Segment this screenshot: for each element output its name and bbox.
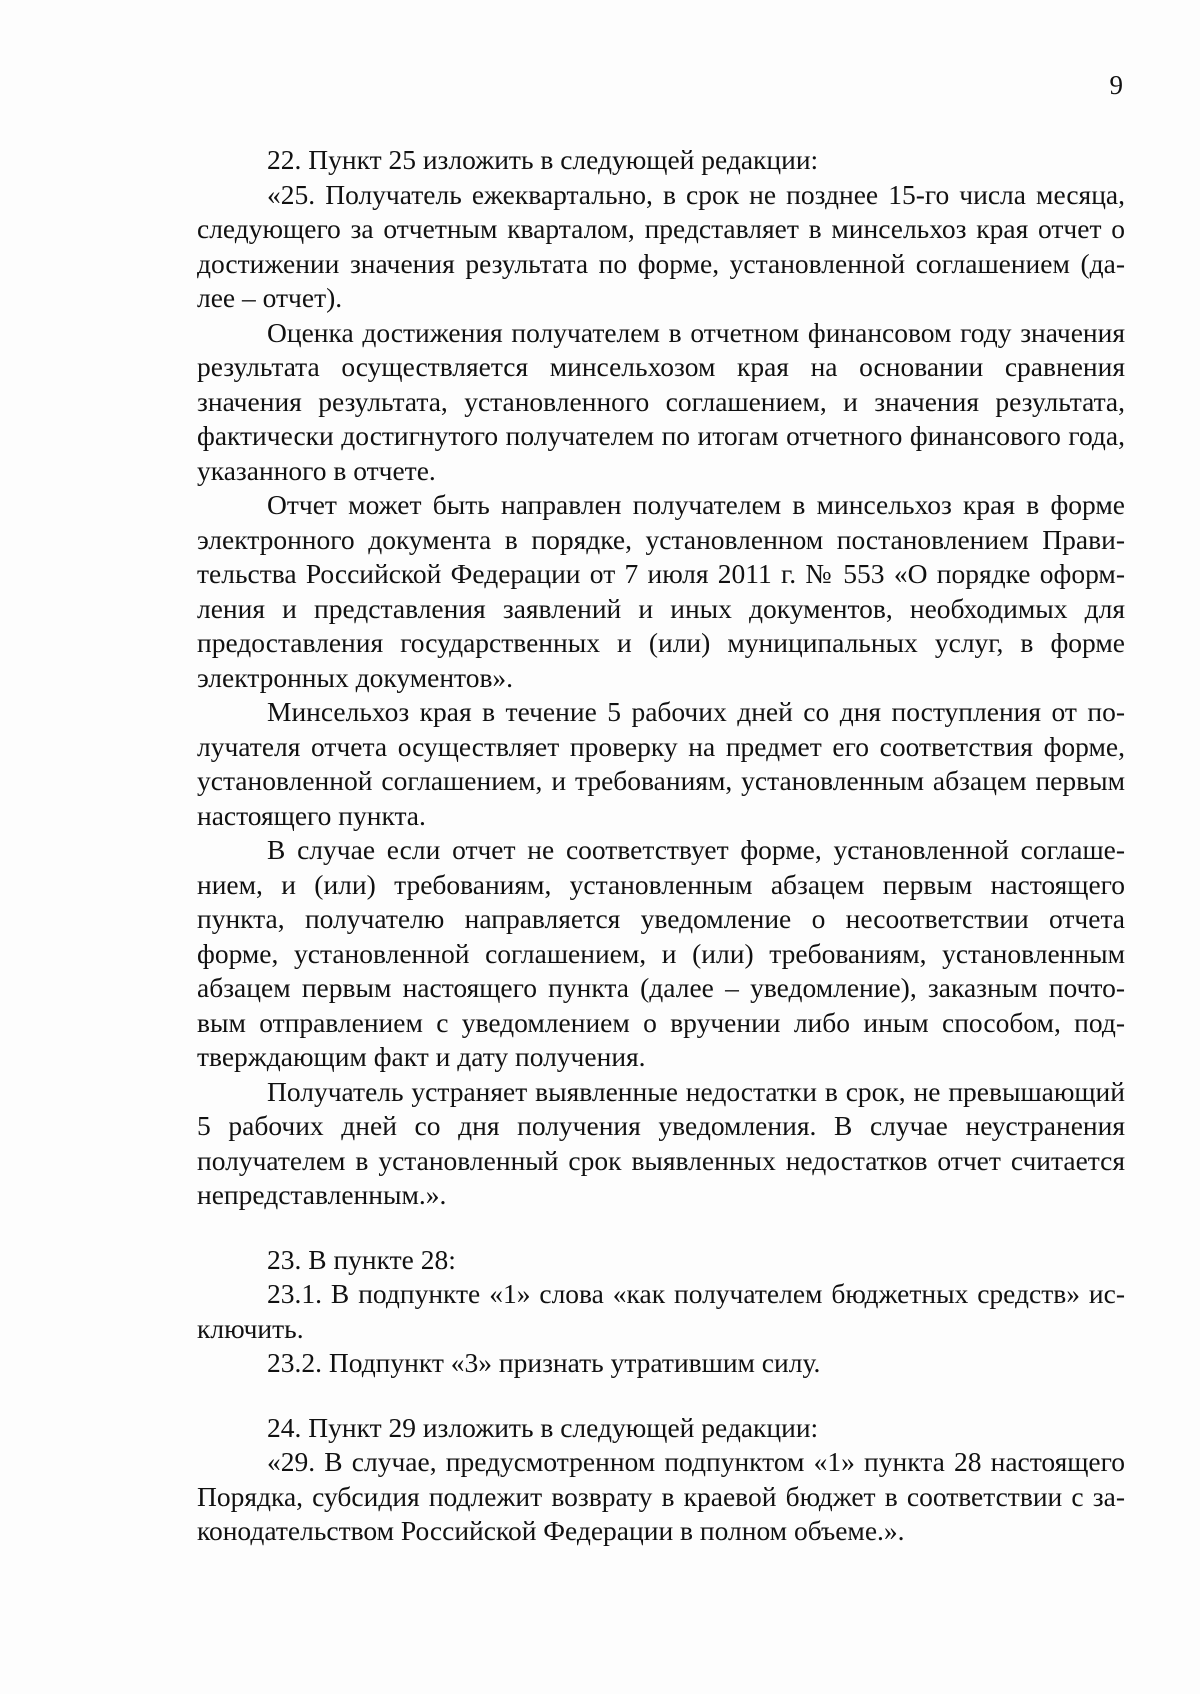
paragraph-electronic-report: Отчет может быть направлен получателем в минсельхоз края в форме электронного документа в порядке, установленном постановлением Правительства Российской Федерации от 7 июля 2011 г. № 553 «О порядке оформления и представления заявлений и иных документов, необходимых для предоставления государственных и (или) муниципальных услуг, в форме электронных документов». — [197, 489, 1125, 693]
paragraph-29-text: «29. В случае, предусмотренном подпунктом «1» пункта 28 настоящего Порядка, субсидия подлежит возврату в краевой бюджет в соответствии с законодательством Российской Федерации в полном объеме.». — [197, 1446, 1125, 1546]
paragraph-24-heading: 24. Пункт 29 изложить в следующей редакции: — [267, 1411, 819, 1443]
paragraph-25-text: «25. Получатель ежеквартально, в срок не позднее 15-го числа месяца, следующего за отчетным кварталом, представляет в минсельхоз края отчет о достижении значения результата по форме, установленной соглашением (далее – отчет). — [197, 178, 1125, 313]
paragraph-23-2: 23.2. Подпункт «3» признать утратившим силу. — [267, 1347, 821, 1378]
section-item-22 — [197, 143, 1125, 1213]
paragraph-23-heading: 23. В пункте 28: — [267, 1243, 456, 1275]
paragraph-non-compliance: В случае если отчет не соответствует форме, установленной соглашением, и (или) требованиям, установленным абзацем первым настоящего пункта, получателю направляется уведомление о несоответствии отчета форме, установленной соглашением, и (или) требованиям, установленным абзацем первым настоящего пункта (далее – уведомление), заказным почтовым отправлением с уведомлением о вручении либо иным способом, подтверждающим факт и дату получения. — [197, 834, 1125, 1072]
document-body — [197, 143, 1125, 1549]
paragraph-verification: Минсельхоз края в течение 5 рабочих дней со дня поступления от получателя отчета осуществляет проверку на предмет его соответствия форме, установленной соглашением, и требованиям, установленным абзацем первым настоящего пункта. — [197, 696, 1125, 831]
page-number: 9 — [1109, 70, 1123, 100]
paragraph-22-heading: 22. Пункт 25 изложить в следующей редакции: — [267, 144, 819, 175]
paragraph-correction: Получатель устраняет выявленные недостатки в срок, не превышающий 5 рабочих дней со дня получения уведомления. В случае неустранения получателем в установленный срок выявленных недостатков отчет считается непредставленным.». — [197, 1075, 1125, 1210]
section-item-23 — [197, 1243, 1125, 1381]
section-spacer — [197, 1213, 1125, 1243]
paragraph-assessment: Оценка достижения получателем в отчетном финансовом году значения результата осуществляется минсельхозом края на основании сравнения значения результата, установленного соглашением, и значения результата, фактически достигнутого получателем по итогам отчетного финансового года, указанного в отчете. — [197, 316, 1125, 486]
section-item-24 — [197, 1411, 1125, 1549]
section-spacer — [197, 1381, 1125, 1411]
paragraph-23-1: 23.1. В подпункте «1» слова «как получателем бюджетных средств» исключить. — [197, 1278, 1125, 1344]
